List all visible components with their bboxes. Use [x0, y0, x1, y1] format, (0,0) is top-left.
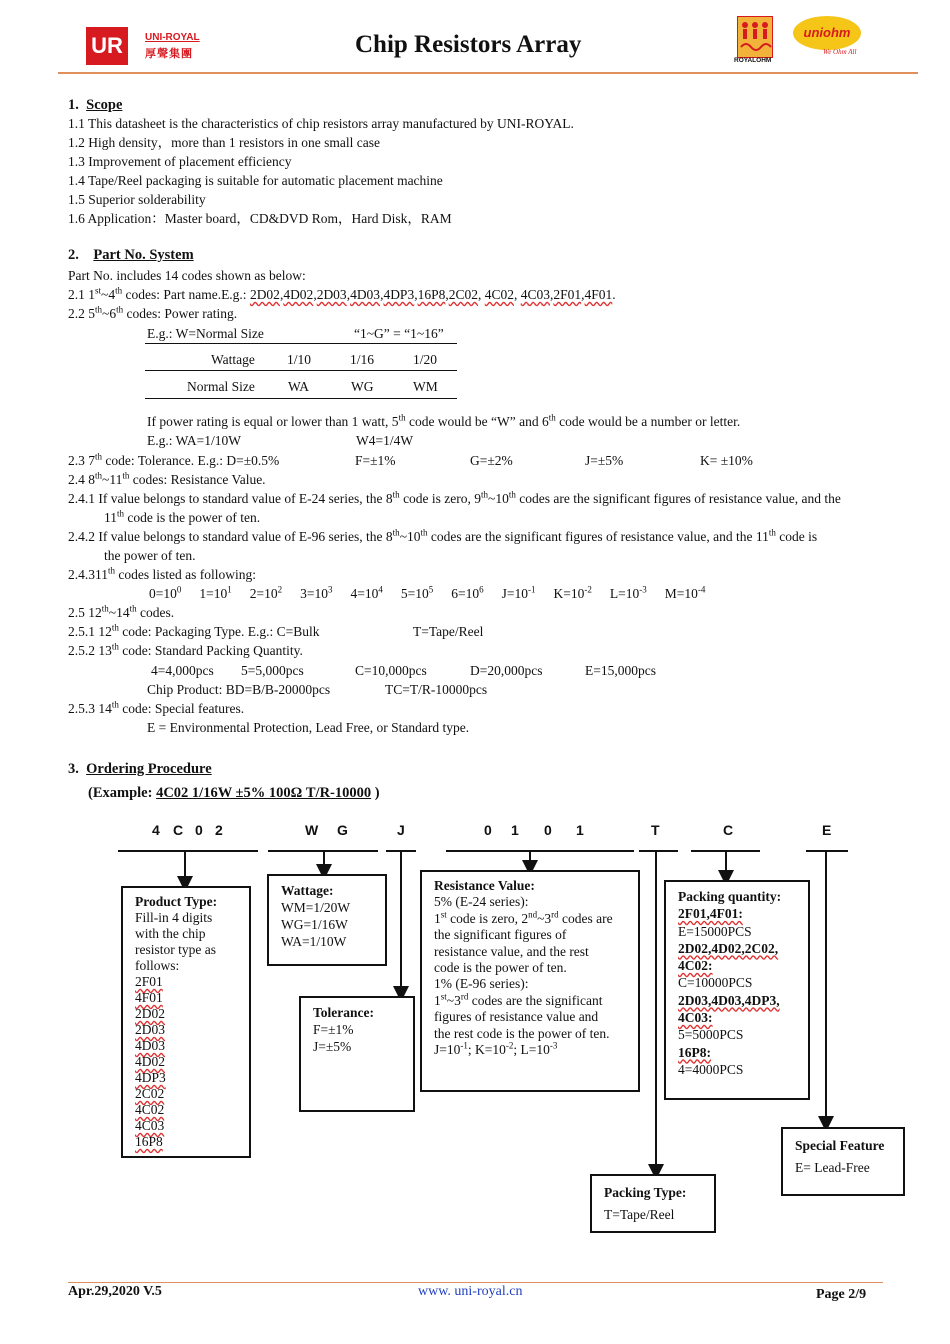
chip-product-tc: TC=T/R-10000pcs [385, 682, 488, 697]
product-type-item: 4DP3 [135, 1070, 166, 1085]
scope-item: 1.1 This datasheet is the characteristics of chip resistors array manufactured by UNI-ROYAL. [68, 116, 574, 131]
code-char: 0 [484, 822, 492, 838]
part-name-code: 4F01 [584, 287, 613, 302]
footer-url[interactable]: www. uni-royal.cn [418, 1284, 523, 1299]
part-name-code: 4D03 [350, 287, 381, 302]
part-name-code: 2C02 [448, 287, 478, 302]
resistance-e24-label: 5% (E-24 series): [434, 894, 529, 910]
line-2-4-1: 2.4.1 If value belongs to standard value of E-24 series, the 8th code is zero, 9th~10th codes are the significant figures of resistance value, and the [68, 489, 841, 506]
packaging-tape-reel: T=Tape/Reel [413, 624, 484, 639]
product-type-item: 2C02 [135, 1086, 165, 1101]
power-code: $4=10^4$ [350, 584, 383, 601]
product-type-item: 4D02 [135, 1054, 165, 1069]
packing-group: 4C03: [678, 1010, 713, 1026]
packing-group: 2D02,4D02,2C02, [678, 940, 779, 956]
wattage-title: Wattage: [281, 883, 334, 898]
code-char: E [822, 822, 832, 838]
wattage-option: WG=1/16W [281, 917, 348, 932]
scope-item: 1.6 Application：Master board，CD&DVD Rom，Hard Disk，RAM [68, 211, 452, 226]
scope-item: 1.5 Superior solderability [68, 192, 206, 207]
resistance-power-codes: $J=10^{-1}$; $K=10^{-2}$; $L=10^{-3}$ [434, 1040, 558, 1058]
code-char: T [651, 822, 660, 838]
resistance-text: the significant figures of [434, 927, 567, 943]
qty-code: 5=5,000pcs [241, 663, 304, 678]
eg-normal-size: E.g.: W=Normal Size [147, 326, 264, 341]
wattage-cell: 1/16 [350, 352, 375, 367]
wattage-cell: 1/10 [287, 352, 312, 367]
packing-group: 4C02: [678, 958, 713, 974]
power-code: $J=10^{-1}$ [501, 584, 536, 601]
special-feature-title: Special Feature [795, 1138, 885, 1153]
code-char: 1 [511, 822, 519, 838]
part-name-code: 2D02 [249, 287, 280, 302]
code-char: C [173, 822, 184, 838]
uniohm-logo: uniohm [793, 16, 861, 50]
scope-item: 1.4 Tape/Reel packaging is suitable for automatic placement machine [68, 173, 443, 188]
code-char: 0 [544, 822, 552, 838]
code-char: 2 [215, 822, 223, 838]
product-type-desc: Fill-in 4 digits [135, 910, 213, 925]
power-code: $K=10^{-2}$ [553, 584, 592, 601]
power-code: $3=10^3$ [300, 584, 333, 601]
resistance-text: the rest code is the power of ten. [434, 1025, 610, 1041]
line-2-3: 2.3 7th code: Tolerance. E.g.: D=±0.5% [68, 451, 280, 468]
tolerance-j: J=±5% [585, 453, 624, 468]
product-type-item: 2D03 [135, 1022, 165, 1037]
resistance-title: Resistance Value: [434, 878, 535, 893]
qty-code: 4=4,000pcs [151, 663, 214, 678]
code-char: 4 [152, 822, 160, 838]
tolerance-option: J=±5% [313, 1039, 352, 1054]
packing-quantity-title: Packing quantity: [678, 889, 782, 904]
section1-heading: 1. Scope [68, 97, 123, 113]
footer-page-number: Page 2/9 [816, 1287, 867, 1302]
product-type-desc: with the chip [135, 926, 206, 941]
ordering-example: (Example: 4C02 1/16W ±5% 100Ω T/R-10000 ) [88, 785, 380, 801]
packing-value: 4=4000PCS [678, 1061, 744, 1077]
uniroyal-brand-en: UNI-ROYAL [145, 32, 200, 43]
uniroyal-brand-cn: 厚聲集團 [145, 47, 193, 60]
wattage-option: WM=1/20W [281, 900, 351, 915]
power-code: $1=10^1$ [199, 584, 232, 601]
power-code: $M=10^{-4}$ [664, 584, 706, 601]
part-name-code: 4DP3 [383, 287, 415, 302]
product-type-item: 2D02 [135, 1006, 165, 1021]
part-name-code: 2F01 [553, 287, 582, 302]
part-name-code: 4C02 [484, 287, 514, 302]
packing-value: E=15000PCS [678, 923, 752, 939]
packing-group: 2D03,4D03,4DP3, [678, 992, 780, 1008]
tolerance-box [299, 996, 415, 1112]
product-type-item: 4D03 [135, 1038, 165, 1053]
line-2-5-2: 2.5.2 13th code: Standard Packing Quantity. [68, 641, 303, 658]
line-2-5: 2.5 12th~14th codes. [68, 603, 175, 620]
wattage-row-label: Wattage [211, 352, 255, 367]
resistance-text: resistance value, and the rest [434, 943, 589, 959]
product-type-item: 2F01 [135, 974, 163, 989]
resistance-e96-label: 1% (E-96 series): [434, 976, 529, 992]
power-code: $5=10^5$ [400, 584, 434, 601]
part-name-code: 4C03 [520, 287, 551, 302]
product-type-item: 4C02 [135, 1102, 165, 1117]
scope-item: 1.3 Improvement of placement efficiency [68, 154, 292, 169]
line-2-4-1-cont: 11th code is the power of ten. [104, 508, 261, 525]
line-2-4-2: 2.4.2 If value belongs to standard value of E-96 series, the 8th~10th codes are the significant figures of resistance value, and the 11th code is [68, 527, 818, 544]
code-char: G [337, 822, 348, 838]
wattage-box [267, 874, 387, 966]
product-type-box [121, 886, 251, 1158]
power-code: $2=10^2$ [249, 584, 283, 601]
eg-range: “1~G” = “1~16” [354, 326, 444, 341]
packing-type-title: Packing Type: [604, 1185, 687, 1200]
code-char: 0 [195, 822, 203, 838]
product-type-item: 4C03 [135, 1118, 165, 1133]
product-type-desc: follows: [135, 958, 180, 973]
tolerance-f: F=±1% [355, 453, 396, 468]
normal-size-row-label: Normal Size [187, 379, 255, 394]
ur-logo: UR [86, 27, 128, 65]
power-code: $L=10^{-3}$ [609, 584, 647, 601]
power-rating-note: If power rating is equal or lower than 1 watt, 5th code would be “W” and 6th code would be a number or letter. [147, 412, 741, 429]
packing-group: 16P8: [678, 1044, 711, 1060]
packing-quantity-box [664, 880, 810, 1100]
tolerance-title: Tolerance: [313, 1005, 374, 1020]
code-char: C [723, 822, 734, 838]
normal-size-cell: WG [351, 379, 374, 394]
packing-value: 5=5000PCS [678, 1027, 744, 1043]
line-2-5-1: 2.5.1 12th code: Packaging Type. E.g.: C=Bulk [68, 622, 320, 639]
normal-size-cell: WM [413, 379, 438, 394]
uniohm-tagline: We Ohm All [823, 48, 857, 56]
code-char: W [305, 822, 319, 838]
product-type-title: Product Type: [135, 894, 218, 909]
resistance-text: code is the power of ten. [434, 960, 567, 976]
part-no-intro: Part No. includes 14 codes shown as below: [68, 268, 306, 283]
footer-date-version: Apr.29,2020 V.5 [68, 1284, 162, 1299]
scope-item: 1.2 High density，more than 1 resistors in one small case [68, 135, 380, 150]
qty-code: C=10,000pcs [355, 663, 427, 678]
section2-heading: 2. Part No. System [68, 247, 194, 263]
line-2-4: 2.4 8th~11th codes: Resistance Value. [68, 470, 266, 487]
part-name-code: 4D02 [283, 287, 314, 302]
chip-product-bd: Chip Product: BD=B/B-20000pcs [147, 682, 331, 697]
line-2-4-2-cont: the power of ten. [104, 548, 196, 563]
tolerance-g: G=±2% [470, 453, 513, 468]
product-type-item: 4F01 [135, 990, 163, 1005]
resistance-e96-rule: 1st~3rd codes are the significant [434, 991, 603, 1008]
eg-w4: W4=1/4W [356, 433, 414, 448]
tolerance-k: K= ±10% [700, 453, 753, 468]
resistance-text: figures of resistance value and [434, 1009, 599, 1025]
special-feature-box [781, 1127, 905, 1196]
part-name-code: 16P8 [417, 287, 446, 302]
part-name-code: 2D03 [316, 287, 347, 302]
special-feature-desc: E = Environmental Protection, Lead Free, or Standard type. [147, 720, 470, 735]
product-type-item: 16P8 [135, 1134, 163, 1149]
section3-heading: 3. Ordering Procedure [68, 761, 212, 777]
page-title: Chip Resistors Array [355, 31, 582, 58]
line-2-4-3: 2.4.311th codes listed as following: [68, 565, 256, 582]
code-char: J [397, 822, 405, 838]
code-char: 1 [576, 822, 584, 838]
wattage-option: WA=1/10W [281, 934, 347, 949]
power-code: $6=10^6$ [451, 584, 484, 601]
product-type-desc: resistor type as [135, 942, 216, 957]
qty-code: D=20,000pcs [470, 663, 543, 678]
packing-type-box [590, 1174, 716, 1233]
footer-rule [68, 1282, 883, 1283]
power-code: $0=10^0$ [149, 584, 182, 601]
packing-type-option: T=Tape/Reel [604, 1207, 675, 1222]
qty-code: E=15,000pcs [585, 663, 656, 678]
eg-wa: E.g.: WA=1/10W [147, 433, 241, 448]
royalohm-label: ROYALOHM [734, 57, 772, 64]
resistance-e24-rule: 1st code is zero, 2nd~3rd codes are [434, 909, 613, 926]
packing-group: 2F01,4F01: [678, 906, 743, 922]
line-2-1: 2.1 1st~4th codes: Part name.E.g.: 2D02,4D02,2D03,4D03,4DP3,16P8,2C02, 4C02, 4C03,2F01,4F01. [68, 285, 616, 302]
special-feature-option: E= Lead-Free [795, 1160, 870, 1175]
line-2-2: 2.2 5th~6th codes: Power rating. [68, 304, 238, 321]
wattage-cell: 1/20 [413, 352, 438, 367]
normal-size-cell: WA [288, 379, 309, 394]
packing-value: C=10000PCS [678, 975, 753, 991]
line-2-5-3: 2.5.3 14th code: Special features. [68, 699, 245, 716]
tolerance-option: F=±1% [313, 1022, 354, 1037]
resistance-box [420, 870, 640, 1092]
